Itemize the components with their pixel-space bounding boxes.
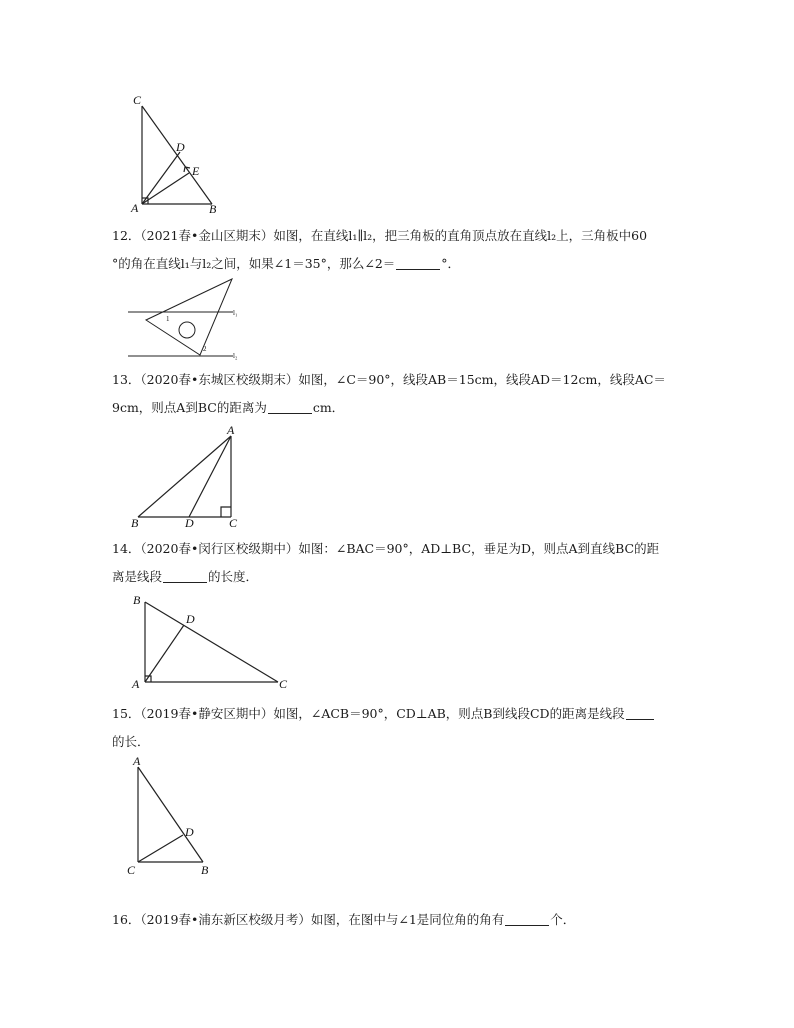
q12-text-line2b: °． <box>441 256 461 271</box>
q15-number: 15． <box>112 706 141 721</box>
fig13-label-a: A <box>227 423 235 437</box>
q15-text-line1a: （2019春•静安区期中）如图，∠ACB＝90°，CD⊥AB，则点B到线段CD的距离是线段 <box>140 706 625 721</box>
q14-number: 14． <box>112 541 141 556</box>
fig11-label-d: D <box>176 140 185 154</box>
q12-text-line2a: °的角在直线l₁与l₂之间，如果∠1＝35°，那么∠2＝ <box>112 256 396 271</box>
q13-answer-blank[interactable] <box>268 399 312 414</box>
question-13 <box>112 366 702 422</box>
fig11-label-a: A <box>131 201 139 215</box>
figure-12-parallel-lines-triangle <box>125 272 250 364</box>
q12-answer-blank[interactable] <box>396 255 440 270</box>
fig14-label-b: B <box>133 593 141 607</box>
figure-14-right-triangle <box>128 590 298 690</box>
q14-text-line2a: 离是线段 <box>112 569 163 584</box>
q12-text-line1: （2021春•金山区期末）如图，在直线l₁∥l₂，把三角板的直角顶点放在直线l₂上，三角板中60 <box>140 228 648 243</box>
question-16 <box>112 906 702 934</box>
fig14-label-a: A <box>132 677 140 691</box>
fig11-label-e: E <box>192 164 200 178</box>
q14-text-line2b: 的长度． <box>208 569 259 584</box>
fig13-label-b: B <box>131 516 139 530</box>
figure-15-right-triangle <box>125 752 220 877</box>
figure-13-right-triangle <box>125 424 245 532</box>
question-14 <box>112 535 702 591</box>
fig15-label-d: D <box>185 825 194 839</box>
q14-text-line1: （2020春•闵行区校级期中）如图：∠BAC＝90°，AD⊥BC，垂足为D，则点A到直线BC的距 <box>140 541 660 556</box>
q13-text-line2b: cm． <box>312 400 345 415</box>
fig14-label-c: C <box>279 677 288 691</box>
q16-number: 16． <box>112 912 141 927</box>
q15-text-line2a: 的长． <box>112 734 150 749</box>
fig12-angle-1: 1 <box>166 315 170 323</box>
fig14-label-d: D <box>186 612 195 626</box>
fig12-label-l1: l₁ <box>233 309 238 317</box>
fig15-label-b: B <box>201 863 209 877</box>
q12-number: 12． <box>112 228 141 243</box>
fig13-label-c: C <box>229 516 238 530</box>
fig11-label-c: C <box>133 93 142 107</box>
fig15-label-c: C <box>127 863 136 877</box>
fig12-label-l2: l₂ <box>233 352 238 360</box>
figure-11-triangle <box>125 92 225 217</box>
fig15-label-a: A <box>133 754 141 768</box>
q16-text-line1b: 个． <box>550 912 576 927</box>
fig13-label-d: D <box>185 516 194 530</box>
q15-answer-blank[interactable] <box>626 705 654 720</box>
q14-answer-blank[interactable] <box>163 568 207 583</box>
q13-number: 13． <box>112 372 141 387</box>
fig12-angle-2: 2 <box>203 345 207 353</box>
fig11-label-b: B <box>209 202 217 216</box>
question-12 <box>112 222 702 278</box>
q13-text-line2a: 9cm，则点A到BC的距离为 <box>112 400 267 415</box>
q16-text-line1a: （2019春•浦东新区校级月考）如图，在图中与∠1是同位角的角有 <box>140 912 505 927</box>
q13-text-line1: （2020春•东城区校级期末）如图，∠C＝90°，线段AB＝15cm，线段AD＝12cm，线段AC＝ <box>140 372 666 387</box>
q16-answer-blank[interactable] <box>505 911 549 926</box>
question-15 <box>112 700 702 756</box>
